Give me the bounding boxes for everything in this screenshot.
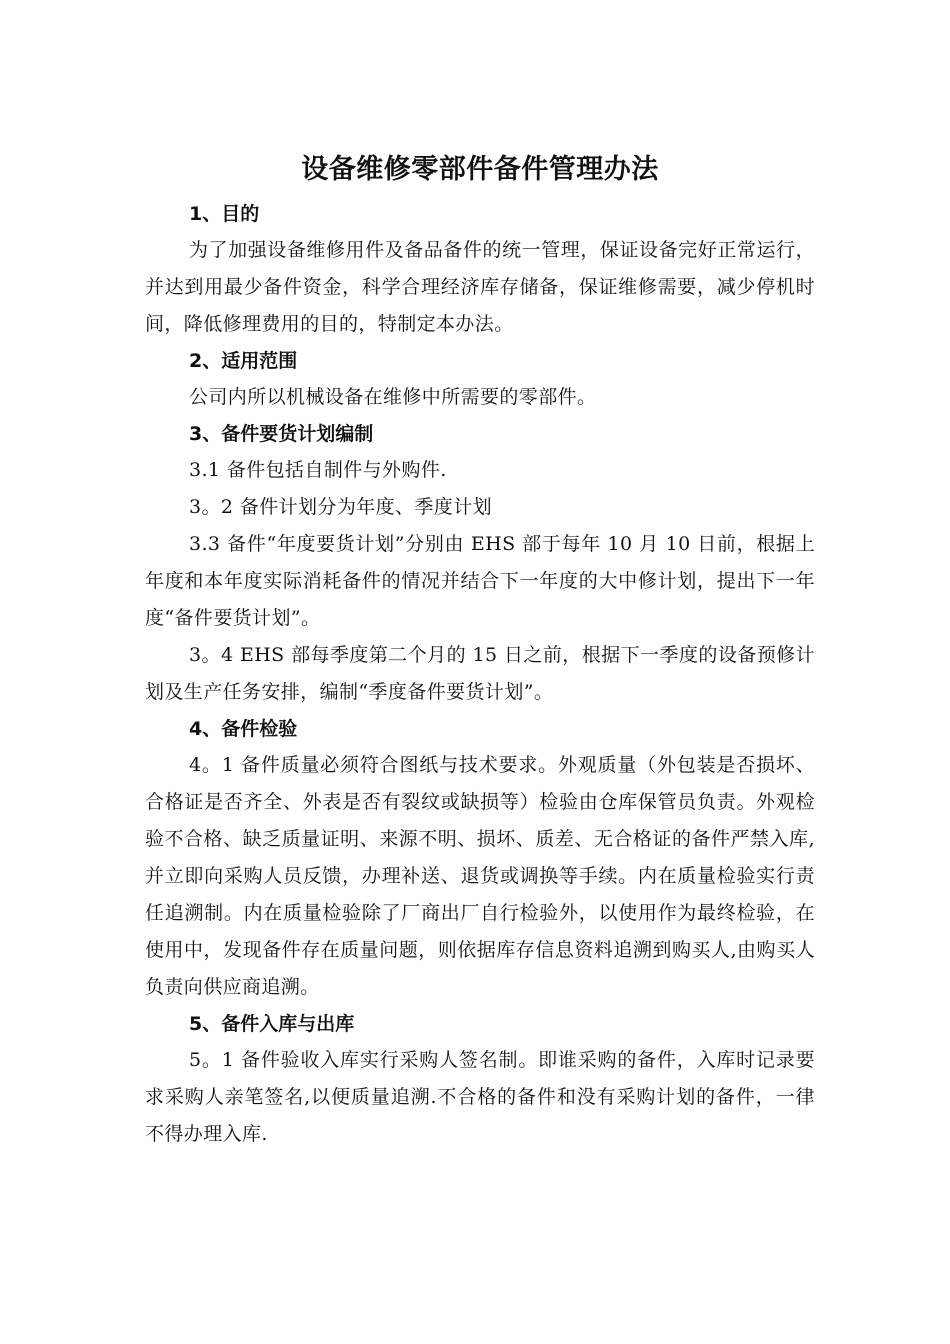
section-paragraph: 4。1 备件质量必须符合图纸与技术要求。外观质量（外包装是否损坏、合格证是否齐全、外表是否有裂纹或缺损等）检验由仓库保管员负责。外观检验不合格、缺乏质量证明、来源不明、损坏、质差、无合格证的备件严禁入库,并立即向采购人员反馈，办理补送、退货或调换等手续。内在质量检验实行责任追溯制。内在质量检验除了厂商出厂自行检验外，以使用作为最终检验，在使用中，发现备件存在质量问题，则依据库存信息资料追溯到购买人,由购买人负责向供应商追溯。: [145, 754, 815, 998]
section-paragraph: 3.3 备件“年度要货计划”分别由 EHS 部于每年 10 月 10 日前，根据上年度和本年度实际消耗备件的情况并结合下一年度的大中修计划，提出下一年度“备件要货计划”。: [145, 533, 815, 629]
section-purpose: [145, 196, 815, 343]
section-paragraph: 3.1 备件包括自制件与外购件.: [189, 459, 447, 481]
section-planning: [145, 416, 815, 711]
section-paragraph: 3。4 EHS 部每季度第二个月的 15 日之前，根据下一季度的设备预修计划及生产任务安排，编制“季度备件要货计划”。: [145, 644, 815, 703]
section-paragraph: 公司内所以机械设备在维修中所需要的零部件。: [189, 386, 597, 408]
section-scope: [145, 343, 815, 416]
section-paragraph: 5。1 备件验收入库实行采购人签名制。即谁采购的备件，入库时记录要求采购人亲笔签名,以便质量追溯.不合格的备件和没有采购计划的备件，一律不得办理入库.: [145, 1049, 815, 1145]
section-heading: 3、备件要货计划编制: [189, 423, 374, 445]
section-storage: [145, 1006, 815, 1153]
section-inspection: [145, 711, 815, 1006]
section-heading: 4、备件检验: [189, 718, 298, 740]
document-body: [145, 148, 815, 1153]
section-paragraph: 3。2 备件计划分为年度、季度计划: [189, 496, 493, 518]
section-heading: 1、目的: [189, 203, 260, 225]
document-title: 设备维修零部件备件管理办法: [301, 154, 659, 185]
section-paragraph: 为了加强设备维修用件及备品备件的统一管理，保证设备完好正常运行，并达到用最少备件资金，科学合理经济库存储备，保证维修需要，减少停机时间，降低修理费用的目的，特制定本办法。: [145, 239, 815, 335]
section-heading: 2、适用范围: [189, 350, 298, 372]
section-heading: 5、备件入库与出库: [189, 1013, 355, 1035]
